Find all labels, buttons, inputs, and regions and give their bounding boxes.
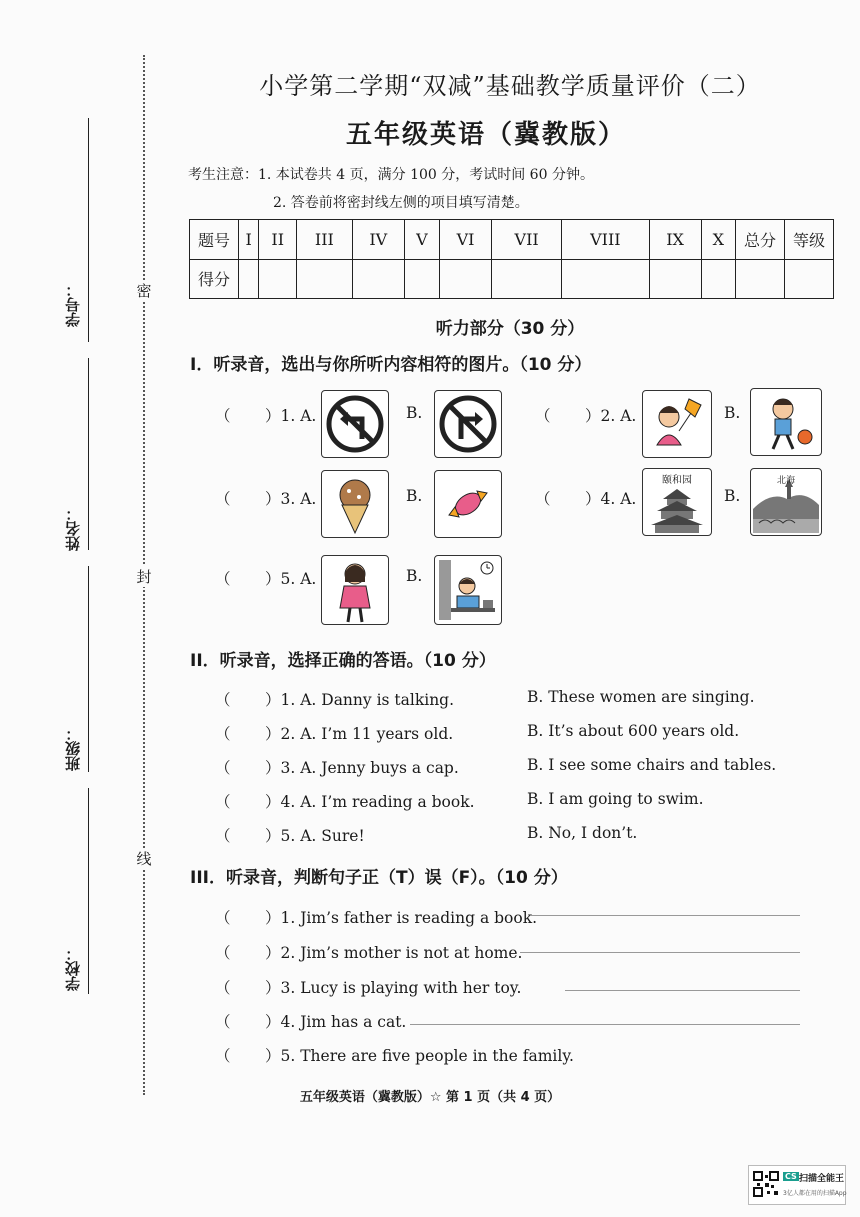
score-header-cell: III — [297, 220, 352, 260]
score-header-cell: IX — [649, 220, 701, 260]
score-header-cell: X — [701, 220, 735, 260]
score-cell[interactable] — [736, 259, 785, 299]
score-cell[interactable] — [239, 259, 259, 299]
score-header-cell: V — [404, 220, 439, 260]
score-cell[interactable] — [404, 259, 439, 299]
candy-icon[interactable] — [434, 470, 502, 538]
s1-q4-b-label: B. — [724, 487, 741, 505]
score-header-cell: IV — [352, 220, 404, 260]
girl-studying-icon[interactable] — [434, 555, 502, 625]
s2-q5-option-a: （ ）5. A. Sure! — [215, 827, 365, 845]
score-header-cell: 总分 — [736, 220, 785, 260]
score-cell[interactable] — [492, 259, 562, 299]
girl-playing-ball-icon[interactable] — [750, 388, 822, 456]
s1-question-4: （ ）4. A. — [535, 490, 637, 508]
s2-q2-option-a: （ ）2. A. I’m 11 years old. — [215, 725, 454, 743]
qr-code-icon — [753, 1171, 779, 1197]
score-cell[interactable] — [562, 259, 649, 299]
s3-statement-4: （ ）4. Jim has a cat. — [215, 1013, 407, 1031]
exam-subtitle: 五年级英语（冀教版） — [345, 120, 626, 150]
s3-statement-3: （ ）3. Lucy is playing with her toy. — [215, 979, 522, 997]
scanner-logo-icon: CS — [785, 1172, 797, 1181]
beihai-park-icon[interactable] — [750, 468, 822, 536]
sad-girl-icon[interactable] — [321, 555, 389, 625]
summer-palace-label: 颐和园 — [662, 475, 692, 486]
scan-rule — [520, 952, 800, 953]
s3-statement-5: （ ）5. There are five people in the family. — [215, 1047, 574, 1065]
scan-rule — [410, 1024, 800, 1025]
s1-q3-b-label: B. — [406, 487, 423, 505]
score-row-label: 得分 — [190, 259, 239, 299]
seal-char-xian: 线 — [133, 848, 155, 869]
s1-question-2: （ ）2. A. — [535, 407, 637, 425]
s1-question-5: （ ）5. A. — [215, 570, 317, 588]
score-cell[interactable] — [259, 259, 297, 299]
name-line[interactable] — [88, 358, 89, 550]
score-table-header-row — [190, 220, 834, 260]
score-header-cell: 等级 — [785, 220, 834, 260]
score-cell[interactable] — [785, 259, 834, 299]
s2-q4-option-a: （ ）4. A. I’m reading a book. — [215, 793, 475, 811]
section2-title: II．听录音，选择正确的答语。（10 分） — [190, 651, 496, 671]
s2-q5-option-b: B. No, I don’t. — [527, 824, 638, 842]
scanner-name: 扫描全能王 — [799, 1174, 845, 1184]
score-table — [189, 219, 834, 299]
section3-title: III．听录音，判断句子正（T）误（F）。（10 分） — [190, 868, 568, 888]
school-label: 学校： — [64, 946, 82, 991]
seal-char-mi: 密 — [133, 280, 155, 301]
scanner-watermark — [748, 1165, 846, 1205]
score-table-score-row — [190, 259, 834, 299]
student-no-label: 学号： — [64, 282, 82, 327]
class-label: 班级： — [64, 726, 82, 771]
beihai-label: 北海 — [777, 476, 796, 486]
exam-title: 小学第二学期“双减”基础教学质量评价（二） — [259, 72, 761, 100]
listening-part-title: 听力部分（30 分） — [435, 319, 585, 339]
score-header-cell: VIII — [562, 220, 649, 260]
s3-statement-1: （ ）1. Jim’s father is reading a book. — [215, 909, 538, 927]
score-cell[interactable] — [352, 259, 404, 299]
s2-q4-option-b: B. I am going to swim. — [527, 790, 704, 808]
s1-question-3: （ ）3. A. — [215, 490, 317, 508]
score-header-cell: II — [259, 220, 297, 260]
score-cell[interactable] — [649, 259, 701, 299]
page-footer: 五年级英语（冀教版）☆ 第 1 页（共 4 页） — [299, 1090, 561, 1105]
s1-q1-b-label: B. — [406, 404, 423, 422]
s2-q1-option-b: B. These women are singing. — [527, 688, 755, 706]
summer-palace-icon[interactable] — [642, 468, 712, 536]
s2-q2-option-b: B. It’s about 600 years old. — [527, 722, 740, 740]
s3-statement-2: （ ）2. Jim’s mother is not at home. — [215, 944, 523, 962]
scan-rule — [565, 990, 800, 991]
score-cell[interactable] — [439, 259, 491, 299]
score-header-cell: VI — [439, 220, 491, 260]
no-right-turn-sign-icon[interactable] — [434, 390, 502, 458]
s2-q3-option-b: B. I see some chairs and tables. — [527, 756, 777, 774]
s2-q1-option-a: （ ）1. A. Danny is talking. — [215, 691, 455, 709]
no-left-turn-sign-icon[interactable] — [321, 390, 389, 458]
exam-note-1: 考生注意：1. 本试卷共 4 页，满分 100 分，考试时间 60 分钟。 — [188, 167, 594, 183]
scanner-tagline: 3亿人都在用的扫描App — [783, 1190, 847, 1197]
s1-q5-b-label: B. — [406, 567, 423, 585]
score-header-cell: VII — [492, 220, 562, 260]
name-label: 姓名： — [64, 506, 82, 551]
score-cell[interactable] — [701, 259, 735, 299]
s1-question-1: （ ）1. A. — [215, 407, 317, 425]
student-no-line[interactable] — [88, 118, 89, 342]
s2-q3-option-a: （ ）3. A. Jenny buys a cap. — [215, 759, 459, 777]
class-line[interactable] — [88, 566, 89, 772]
girl-flying-kite-icon[interactable] — [642, 390, 712, 458]
score-header-cell: I — [239, 220, 259, 260]
ice-cream-icon[interactable] — [321, 470, 389, 538]
score-cell[interactable] — [297, 259, 352, 299]
section1-title: I．听录音，选出与你所听内容相符的图片。（10 分） — [190, 355, 592, 375]
school-line[interactable] — [88, 788, 89, 994]
seal-char-feng: 封 — [133, 566, 155, 587]
s1-q2-b-label: B. — [724, 404, 741, 422]
exam-note-2: 2. 答卷前将密封线左侧的项目填写清楚。 — [273, 195, 529, 211]
scan-rule — [530, 915, 800, 916]
score-header-cell: 题号 — [190, 220, 239, 260]
